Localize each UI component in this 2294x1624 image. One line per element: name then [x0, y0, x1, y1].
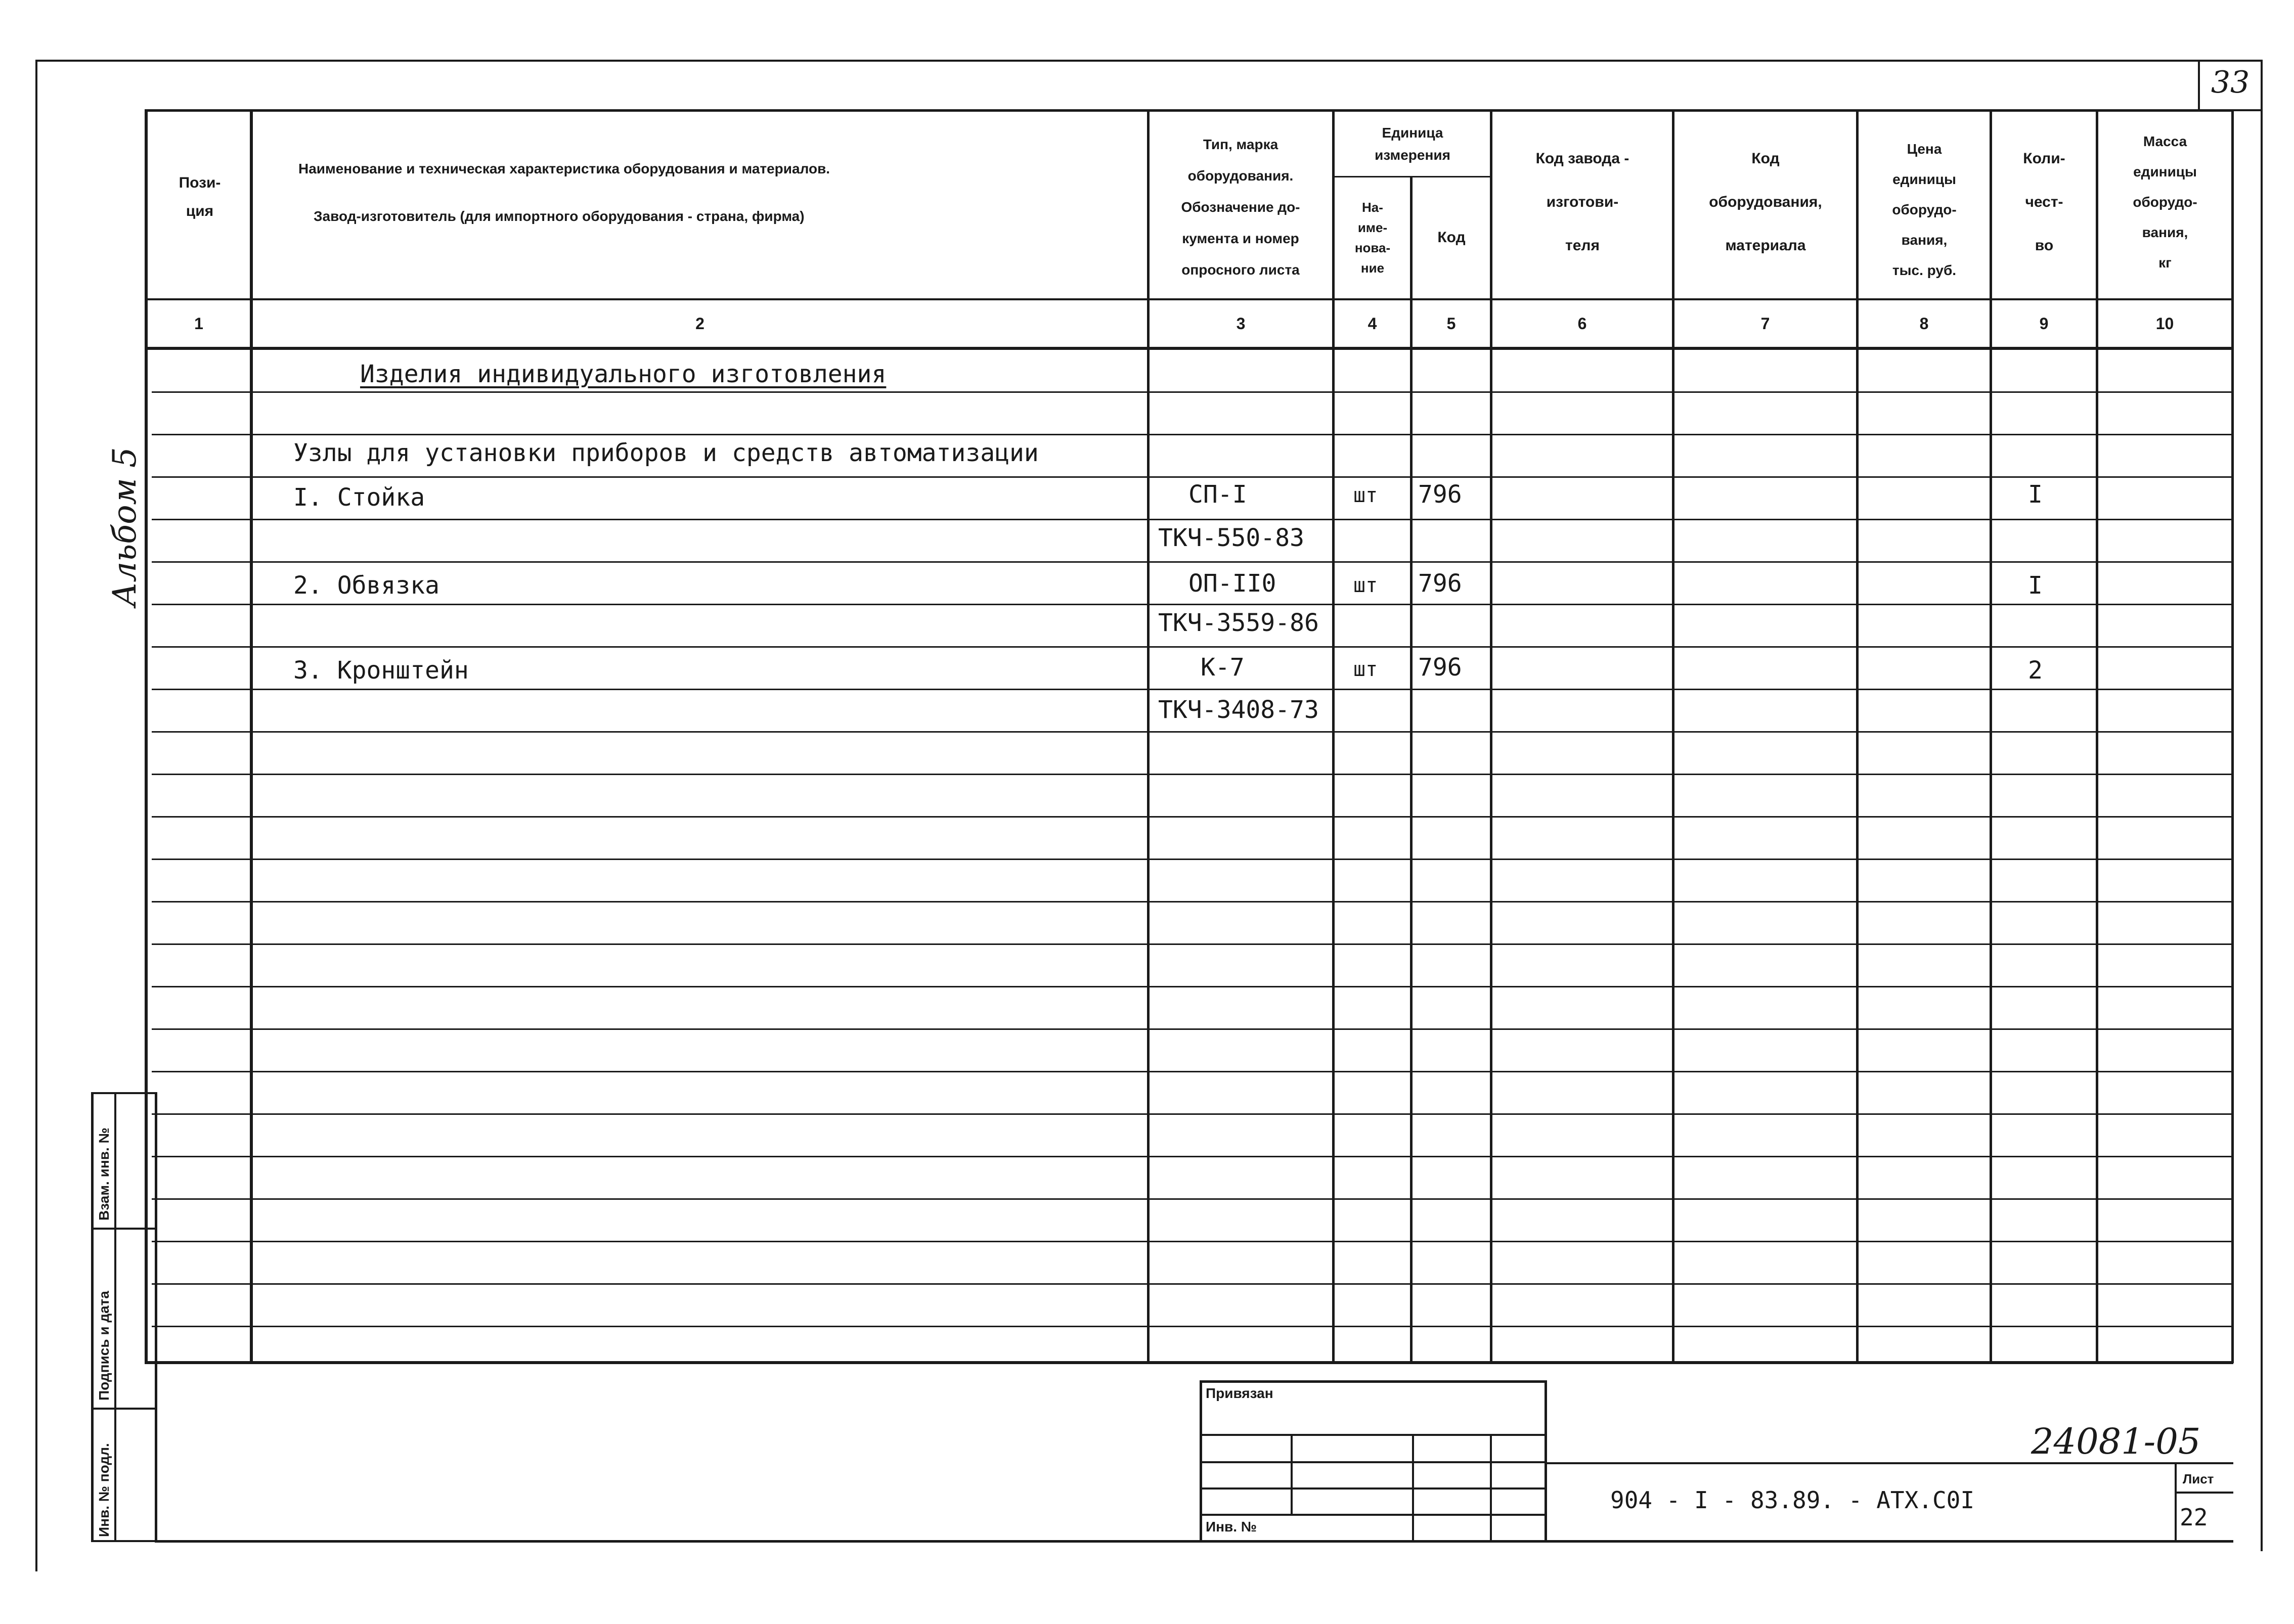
vline-6 [1672, 109, 1674, 1363]
row-3-unit: шт [1353, 658, 1378, 681]
doc-code: 904 - I - 83.89. - АТХ.С0I [1610, 1486, 1975, 1514]
vline-5 [1490, 109, 1492, 1363]
table-row-line [152, 391, 2231, 393]
page-number: 33 [2211, 65, 2250, 100]
colnum-8: 8 [1919, 314, 1929, 333]
stamp-attached: Привязан [1206, 1385, 1273, 1401]
table-row-line [152, 646, 2231, 648]
table-bottom [145, 1361, 2233, 1364]
sheet-split [2175, 1492, 2233, 1494]
sidestamp-label-1: Взам. инв. № [96, 1127, 112, 1221]
sidestamp-mid [114, 1092, 116, 1542]
colnum-7: 7 [1760, 314, 1770, 333]
colnum-3: 3 [1236, 314, 1246, 333]
row-3-code: 796 [1418, 653, 1462, 682]
sidestamp-label-3: Инв. № подл. [96, 1443, 112, 1537]
header-unit-group: Единица измерения [1375, 125, 1450, 163]
stamp-vcol1 [1291, 1434, 1293, 1515]
header-unit-name: На- име- нова- ние [1354, 200, 1391, 276]
sidestamp-label-2: Подпись и дата [96, 1291, 112, 1401]
table-row-line [152, 1071, 2231, 1072]
table-row-line [152, 859, 2231, 860]
table-row-line [152, 901, 2231, 903]
row-2-qty: I [2028, 571, 2043, 600]
row-1-unit: шт [1353, 484, 1378, 507]
colnum-2: 2 [695, 314, 704, 333]
colnum-5: 5 [1446, 314, 1456, 333]
handwritten-number: 24081-05 [2031, 1421, 2201, 1462]
row-3-doc: ТКЧ-3408-73 [1158, 696, 1319, 724]
header-name-line1: Наименование и техническая характеристика оборудования и материалов. [298, 161, 830, 176]
row-1-qty: I [2028, 480, 2043, 509]
vline-2 [1147, 109, 1150, 1363]
section-title: Изделия индивидуального изготовления [360, 360, 887, 388]
row-1-name: I. Стойка [293, 483, 425, 512]
sidestamp-div2 [91, 1408, 157, 1410]
row-1-doc: ТКЧ-550-83 [1158, 524, 1304, 552]
colnum-1: 1 [194, 314, 203, 333]
header-factory-code: Код завода - изготови- теля [1535, 150, 1629, 254]
row-2-type: ОП-II0 [1188, 569, 1276, 598]
footer-bottom [155, 1540, 2233, 1543]
table-row-line [152, 731, 2231, 733]
table-left [145, 109, 148, 1363]
sheet-left [2175, 1462, 2177, 1541]
vline-7 [1856, 109, 1859, 1363]
vline-1 [250, 109, 253, 1363]
side-note-album: Альбом 5 [106, 447, 144, 607]
sidestamp-top [91, 1092, 157, 1094]
subsection-title: Узлы для установки приборов и средств автоматизации [293, 439, 1039, 467]
table-row-line [152, 943, 2231, 945]
title-top [1545, 1462, 2233, 1464]
sidestamp-right [155, 1092, 157, 1542]
stamp-inv: Инв. № [1206, 1519, 1257, 1535]
table-row-line [152, 1156, 2231, 1157]
vline-3 [1332, 109, 1335, 1363]
stamp-box-top [1200, 1380, 1547, 1383]
table-row-line [152, 1028, 2231, 1030]
header-unit-code: Код [1437, 229, 1466, 246]
table-top [145, 109, 2233, 112]
vline-4 [1410, 176, 1413, 1363]
table-row-line [152, 434, 2231, 435]
sidestamp-bottom [91, 1540, 157, 1542]
outer-top [35, 60, 2261, 62]
header-name-line2: Завод-изготовитель (для импортного оборудования - страна, фирма) [314, 208, 805, 224]
table-row-line [152, 816, 2231, 818]
table-row-line [152, 476, 2231, 478]
table-right [2231, 109, 2234, 1363]
table-row-line [152, 986, 2231, 987]
table-row-line [152, 689, 2231, 690]
table-row-line [152, 1283, 2231, 1285]
colnum-bottom [145, 347, 2233, 350]
table-row-line [152, 604, 2231, 605]
vline-9 [2096, 109, 2098, 1363]
header-equipment-code: Код оборудования, материала [1709, 150, 1822, 254]
sidestamp-left [91, 1092, 94, 1542]
stamp-row4 [1200, 1514, 1547, 1516]
table-row-line [152, 1241, 2231, 1242]
colnum-10: 10 [2155, 314, 2174, 333]
table-row-line [152, 1198, 2231, 1200]
stamp-row3 [1200, 1487, 1547, 1490]
header-position: Пози- ция [179, 174, 221, 219]
header-type: Тип, марка оборудования. Обозначение до- кумента и номер опросного листа [1181, 137, 1300, 278]
pagebox-left [2198, 60, 2200, 110]
table-row-line [152, 1326, 2231, 1327]
row-3-name: 3. Кронштейн [293, 656, 469, 685]
outer-right [2261, 60, 2263, 1551]
stamp-row1 [1200, 1434, 1547, 1436]
header-mass: Масса единицы оборудо- вания, кг [2133, 133, 2197, 270]
table-row-line [152, 774, 2231, 775]
colnum-4: 4 [1367, 314, 1377, 333]
table-row-line [152, 519, 2231, 520]
table-row-line [152, 561, 2231, 563]
header-quantity: Коли- чест- во [2023, 150, 2065, 254]
colnum-6: 6 [1577, 314, 1587, 333]
sheet-label: Лист [2183, 1471, 2214, 1486]
row-1-type: СП-I [1188, 480, 1247, 509]
sidestamp-div1 [91, 1228, 157, 1230]
outer-left [35, 60, 37, 1571]
row-2-name: 2. Обвязка [293, 571, 439, 600]
row-1-code: 796 [1418, 480, 1462, 509]
header-price: Цена единицы оборудо- вания, тыс. руб. [1892, 141, 1957, 278]
row-2-doc: ТКЧ-3559-86 [1158, 609, 1319, 637]
colnum-9: 9 [2039, 314, 2049, 333]
stamp-vcol2 [1412, 1434, 1414, 1541]
stamp-row2 [1200, 1461, 1547, 1463]
row-3-qty: 2 [2028, 656, 2043, 685]
vline-8 [1990, 109, 1992, 1363]
table-row-line [152, 1113, 2231, 1115]
stamp-vcol3 [1490, 1434, 1492, 1541]
row-2-code: 796 [1418, 569, 1462, 598]
row-2-unit: шт [1353, 574, 1378, 597]
row-3-type: К-7 [1201, 653, 1245, 682]
sheet-number: 22 [2180, 1504, 2208, 1531]
